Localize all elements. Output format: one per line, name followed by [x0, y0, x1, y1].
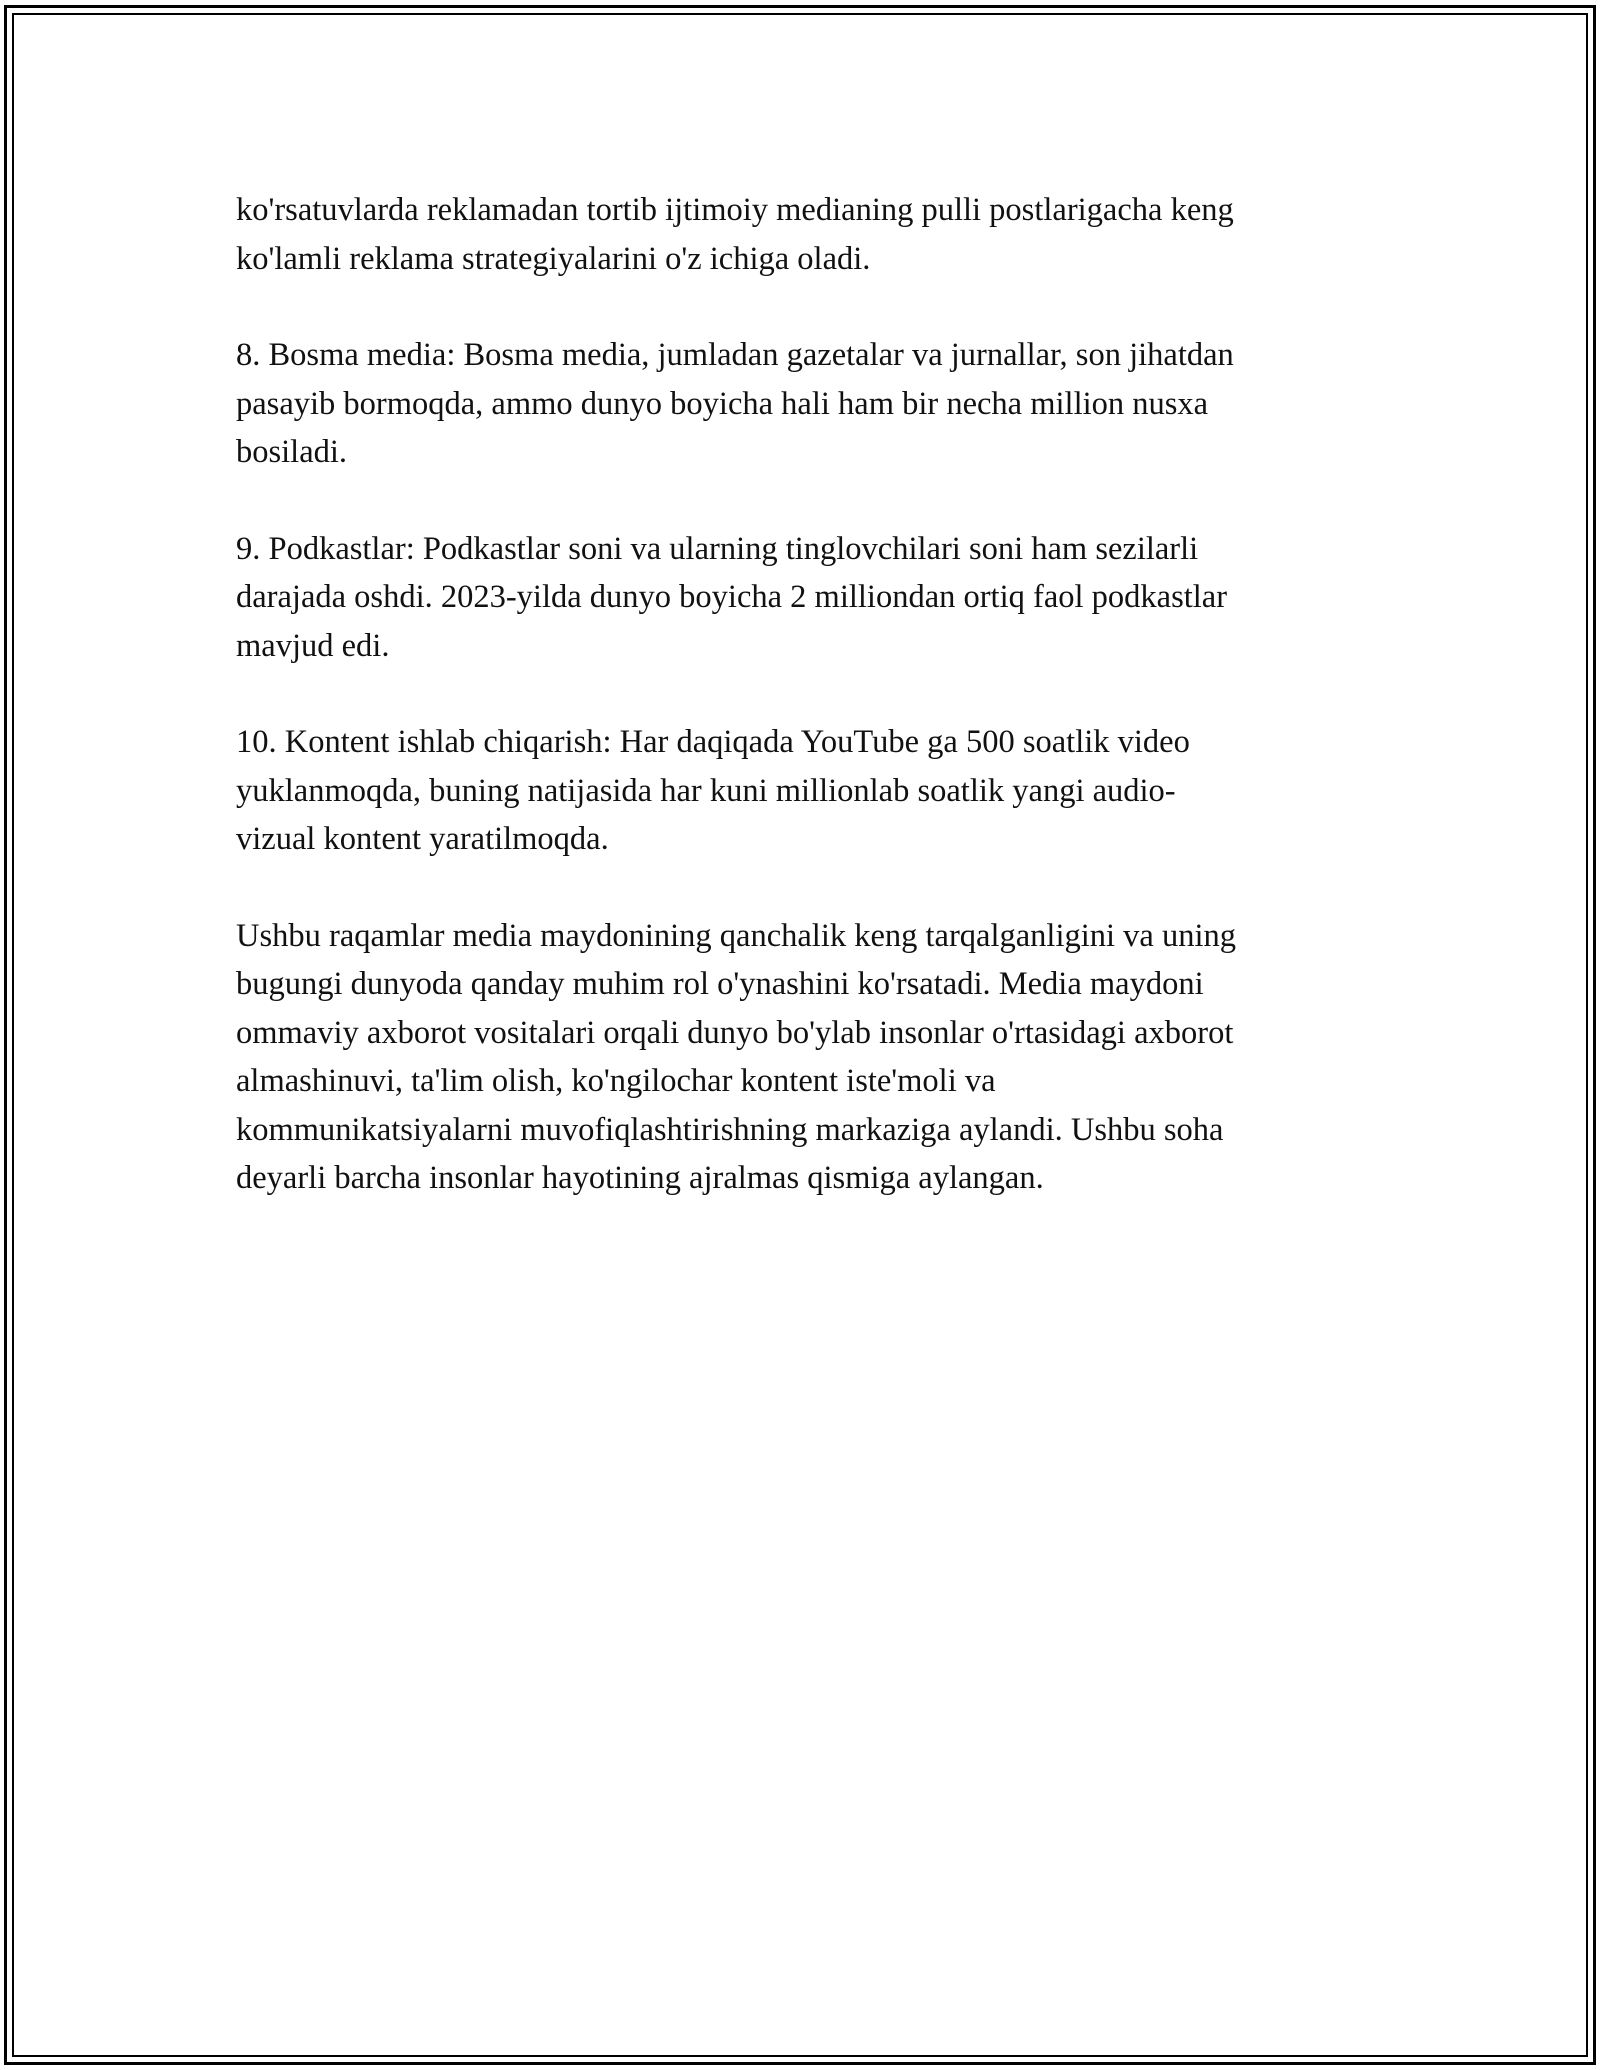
- paragraph-print-media: 8. Bosma media: Bosma media, jumladan gazetalar va jurnallar, son jihatdan pasayib bormoqda, ammo dunyo boyicha hali ham bir necha million nusxa bosiladi.: [236, 337, 1234, 470]
- paragraph-conclusion: Ushbu raqamlar media maydonining qanchalik keng tarqalganligini va uning bugungi dunyoda qanday muhim rol o'ynashini ko'rsatadi. Media maydoni ommaviy axborot vositalari orqali dunyo bo'ylab insonlar o'rtasidagi axborot almashinuvi, ta'lim olish, ko'ngilochar kontent iste'moli va kommunikatsiyalarni muvofiqlashtirishning markaziga aylandi. Ushbu soha deyarli barcha insonlar hayotining ajralmas qismiga aylangan.: [236, 917, 1237, 1196]
- document-body: [236, 186, 1386, 1251]
- paragraph-advertising-continued: ko'rsatuvlarda reklamadan tortib ijtimoiy medianing pulli postlarigacha keng ko'lamli reklama strategiyalarini o'z ichiga oladi.: [236, 192, 1234, 277]
- paragraph-content-production: 10. Kontent ishlab chiqarish: Har daqiqada YouTube ga 500 soatlik video yuklanmoqda, buning natijasida har kuni millionlab soatlik yangi audio- vizual kontent yaratilmoqda.: [236, 724, 1190, 857]
- paragraph-podcasts: 9. Podkastlar: Podkastlar soni va ularning tinglovchilari soni ham sezilarli darajada oshdi. 2023-yilda dunyo boyicha 2 milliondan ortiq faol podkastlar mavjud edi.: [236, 530, 1228, 664]
